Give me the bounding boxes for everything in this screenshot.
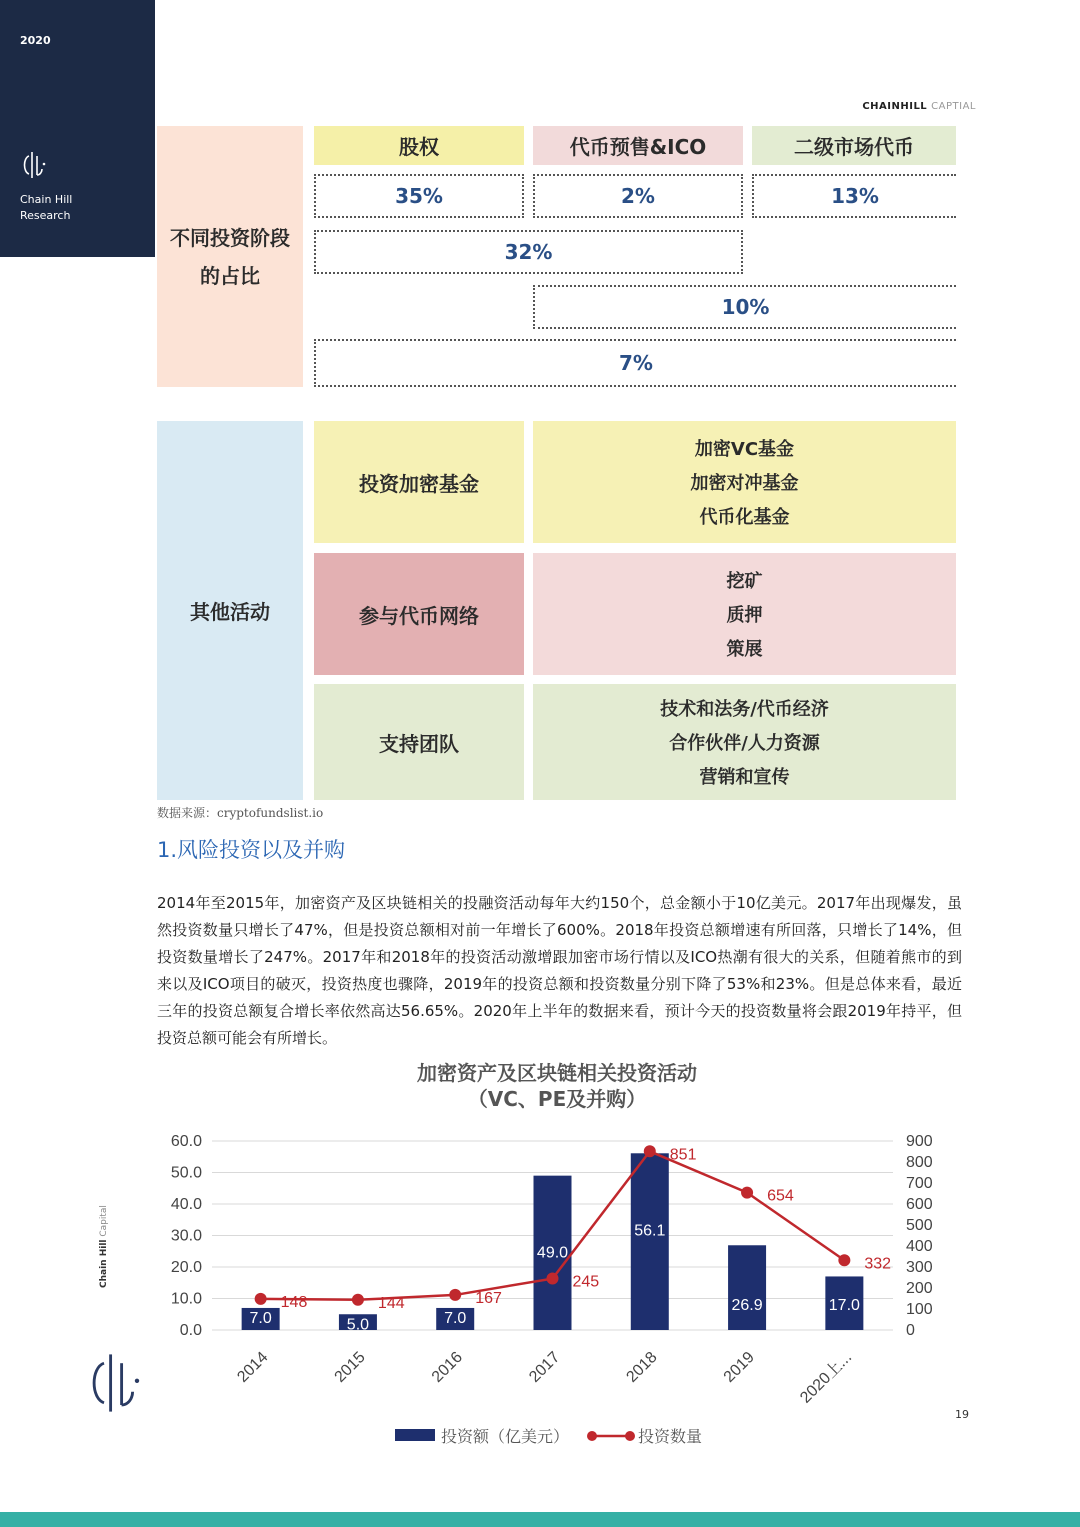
- line-point: [644, 1145, 656, 1157]
- pct-equity: 35%: [314, 174, 524, 218]
- category-equity: 股权: [314, 126, 524, 165]
- line-point: [352, 1294, 364, 1306]
- category-secondary: 二级市场代币: [752, 126, 956, 165]
- bar-data-label: 7.0: [444, 1309, 467, 1327]
- brand-mark: CHAINHILL CAPTIAL: [862, 101, 976, 112]
- line-data-label: 144: [377, 1294, 405, 1312]
- pct-all: 7%: [314, 339, 956, 387]
- activity-support-team-items: 技术和法务/代币经济 合作伙伴/人力资源 营销和宣传: [533, 684, 956, 800]
- line-data-label: 654: [767, 1187, 794, 1205]
- bar: [631, 1153, 669, 1330]
- stage-row-label: 不同投资阶段 的占比: [157, 126, 303, 387]
- line-data-label: 167: [475, 1289, 502, 1307]
- y-left-tick-label: 10.0: [170, 1290, 202, 1308]
- chart-title: 加密资产及区块链相关投资活动 （VC、PE及并购）: [417, 1061, 697, 1111]
- y-left-tick-label: 50.0: [170, 1164, 202, 1182]
- legend-bar-swatch: [395, 1429, 435, 1441]
- y-left-tick-label: 60.0: [170, 1133, 202, 1150]
- y-right-tick-label: 900: [906, 1133, 933, 1150]
- other-activities-label: 其他活动: [157, 421, 303, 800]
- y-left-tick-label: 0.0: [179, 1322, 202, 1339]
- legend-line-marker: [587, 1431, 597, 1441]
- x-tick-label: 2015: [331, 1348, 369, 1386]
- y-right-tick-label: 300: [906, 1259, 933, 1276]
- line-data-label: 851: [669, 1146, 697, 1164]
- y-left-tick-label: 20.0: [170, 1259, 202, 1276]
- x-tick-label: 2014: [234, 1348, 272, 1386]
- bar-data-label: 5.0: [346, 1316, 370, 1334]
- pct-ico: 2%: [533, 174, 743, 218]
- line-data-label: 148: [280, 1293, 308, 1311]
- side-brand-label: Chain Hill Capital: [99, 1205, 109, 1288]
- activity-crypto-funds-items: 加密VC基金 加密对冲基金 代币化基金: [533, 421, 956, 543]
- y-left-tick-label: 30.0: [170, 1227, 202, 1245]
- pct-ico-secondary: 10%: [533, 285, 956, 329]
- activity-crypto-funds: 投资加密基金: [314, 421, 524, 543]
- year-label: 2020: [20, 34, 51, 47]
- activity-token-network-items: 挖矿 质押 策展: [533, 553, 956, 675]
- chainhill-logo-icon: [82, 1350, 148, 1420]
- data-source: 数据来源：cryptofundslist.io: [157, 806, 324, 820]
- y-right-tick-label: 600: [906, 1196, 933, 1213]
- activity-token-network: 参与代币网络: [314, 553, 524, 675]
- bar-data-label: 49.0: [536, 1244, 569, 1262]
- line-point: [741, 1187, 753, 1199]
- y-right-tick-label: 200: [906, 1280, 933, 1297]
- bar-data-label: 56.1: [634, 1222, 666, 1240]
- section-title: 1.风险投资以及并购: [157, 838, 346, 862]
- legend-bar-label: 投资额（亿美元）: [441, 1427, 570, 1446]
- bar-data-label: 17.0: [828, 1297, 860, 1314]
- x-tick-label: 2016: [428, 1348, 467, 1386]
- x-tick-label: 2017: [526, 1348, 564, 1386]
- bar-data-label: 26.9: [731, 1297, 763, 1314]
- y-left-tick-label: 40.0: [170, 1196, 202, 1213]
- pct-secondary: 13%: [752, 174, 956, 218]
- y-right-tick-label: 500: [906, 1217, 933, 1234]
- line-point: [838, 1254, 850, 1266]
- line-point: [547, 1273, 559, 1285]
- line-point: [255, 1293, 267, 1305]
- y-right-tick-label: 100: [906, 1301, 933, 1318]
- line-data-label: 332: [864, 1255, 892, 1273]
- y-right-tick-label: 400: [906, 1238, 933, 1255]
- footer-bar: [0, 1512, 1080, 1527]
- x-tick-label: 2018: [623, 1348, 661, 1386]
- page-number: 19: [955, 1408, 969, 1421]
- legend-line-label: 投资数量: [638, 1427, 703, 1446]
- bar: [728, 1245, 766, 1330]
- y-right-tick-label: 700: [906, 1175, 933, 1192]
- activity-support-team: 支持团队: [314, 684, 524, 800]
- legend-line-marker: [625, 1431, 635, 1441]
- pct-equity-ico: 32%: [314, 230, 743, 274]
- line-data-label: 245: [572, 1273, 600, 1291]
- x-tick-label: 2019: [720, 1348, 758, 1386]
- x-tick-label: 2020上...: [797, 1348, 856, 1407]
- y-right-tick-label: 800: [906, 1154, 933, 1171]
- line-point: [449, 1289, 461, 1301]
- body-paragraph: 2014年至2015年，加密资产及区块链相关的投融资活动每年大约150个，总金额小于10亿美元。2017年出现爆发，虽然投资数量只增长了47%，但是投资总额相对前一年增长了600%。2018年投资总额增速有所回落，只增长了14%，但投资数量增长了247%。2017年和2018年的投资活动激增跟加密市场行情以及ICO热潮有很大的关系，但随着熊市的到来以及ICO项目的破灭，投资热度也骤降，2019年的投资总额和投资数量分别下降了53%和23%。但是总体来看，最近三年的投资总额复合增长率依然高达56.65%。2020年上半年的数据来看，预计今天的投资数量将会跟2019年持平，但投资总额可能会有所增长。: [157, 894, 962, 1047]
- bar-data-label: 7.0: [249, 1309, 272, 1327]
- y-right-tick-label: 0: [906, 1322, 915, 1339]
- category-ico: 代币预售&ICO: [533, 126, 743, 165]
- org-name: Chain Hill Research: [20, 193, 73, 222]
